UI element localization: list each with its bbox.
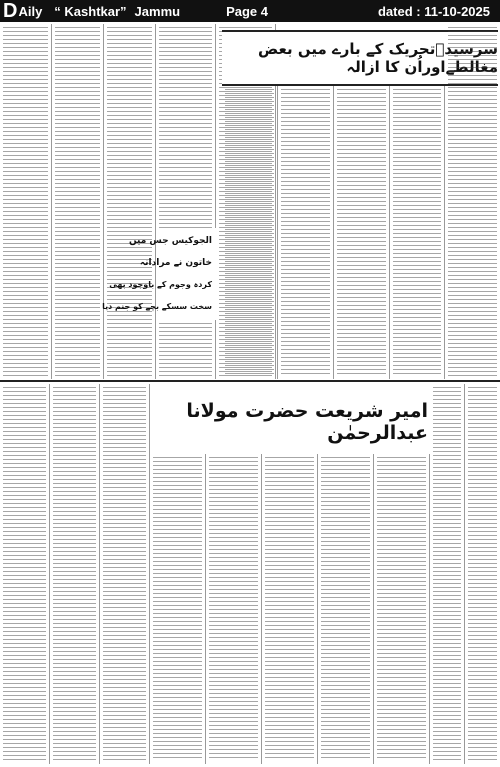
- subhead-line: خاتون نے مرادانہ: [139, 258, 212, 268]
- article1-column-3: [334, 86, 390, 379]
- masthead-initial: D: [3, 0, 18, 22]
- bottom-column-right-2: [465, 384, 500, 764]
- article1-headline: سرسیدؔتحریک کے بارے میں بعض مغالطےاوراُن کا ازالہ: [222, 30, 498, 86]
- article2-column-3: [262, 454, 318, 764]
- subhead-line: کردہ وجوم کے باوجود بھی: [109, 280, 212, 289]
- article1-column-5: [445, 24, 500, 379]
- article1-column-4: [390, 86, 445, 379]
- article1-column-2: [278, 86, 334, 379]
- subhead-line: الجوکیس جس میں: [128, 236, 212, 246]
- column-left-3: [104, 24, 156, 379]
- page-number: Page 4: [226, 3, 268, 19]
- article2-column-4: [318, 454, 374, 764]
- article2-headline: امیر شریعت حضرت مولانا عبدالرحمٰن: [152, 394, 428, 450]
- bottom-column-right-1: [430, 384, 465, 764]
- masthead-aily: Aily: [18, 3, 43, 19]
- article2-column-5: [374, 454, 430, 764]
- newspaper-city: Jammu: [134, 3, 181, 19]
- column-left-1: [0, 24, 52, 379]
- masthead-bar: [0, 0, 500, 22]
- subhead-line: سخت سسکے بچے کو جنم دیا: [102, 302, 212, 311]
- issue-date: dated : 11-10-2025: [377, 3, 490, 19]
- side-article-subhead: [102, 228, 216, 320]
- bottom-column-1: [0, 384, 50, 764]
- newspaper-title: “ Kashtkar”: [54, 3, 127, 19]
- column-side-1: [102, 24, 216, 379]
- article1-column-1: [222, 86, 278, 379]
- article2-column-2: [206, 454, 262, 764]
- section-divider: [0, 380, 500, 382]
- bottom-column-3: [100, 384, 150, 764]
- bottom-column-2: [50, 384, 100, 764]
- column-left-2: [52, 24, 104, 379]
- article2-column-1: [150, 454, 206, 764]
